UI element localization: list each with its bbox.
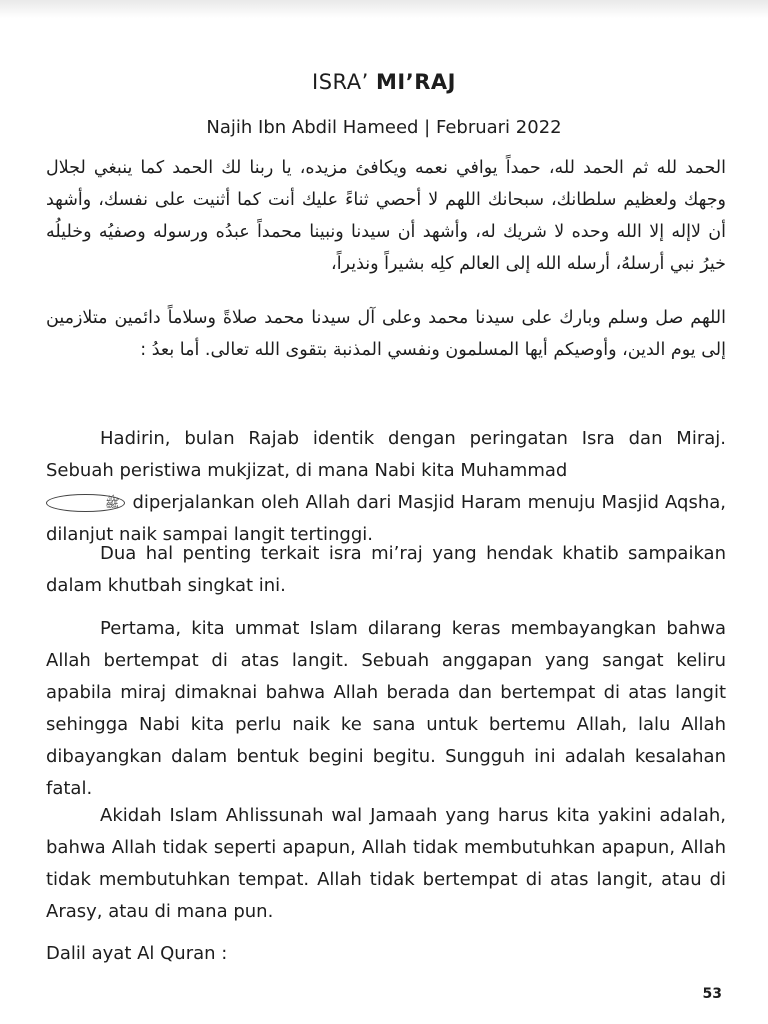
title-part-1: ISRA’ [312,70,377,94]
salallahu-alaihi-wasallam-icon: ﷺ [46,494,125,512]
title-part-2: MI’RAJ [376,70,456,94]
page-number: 53 [702,986,722,1002]
paragraph-1-text-a: Hadirin, bulan Rajab identik dengan peringatan Isra dan Miraj. Sebuah peristiwa mukjizat, di mana Nabi kita Muhammad [46,428,726,481]
paragraph-4: Akidah Islam Ahlissunah wal Jamaah yang harus kita yakini adalah, bahwa Allah tidak seperti apapun, Allah tidak membutuhkan apapun, Allah tidak membutuhkan tempat. Allah tidak bertempat di atas langit, atau di Arasy, atau di mana pun. [46,805,726,922]
page-top-edge [0,0,768,18]
paragraph-1 [46,423,726,551]
page-title [0,70,768,94]
arabic-opening-praise: الحمد لله ثم الحمد لله، حمداً يوافي نعمه ويكافئ مزيده، يا ربنا لك الحمد كما ينبغي لجلال وجهك ولعظيم سلطانك، سبحانك اللهم لا أحصي ثناءً عليك أنت كما أثنيت على نفسك، وأشهد أن لاإله إلا الله وحده لا شريك له، وأشهد أن سيدنا ونبينا محمداً عبدُه ورسوله وصفيُه وخليلُه خيرُ نبي أرسلهُ، أرسله الله إلى العالم كلِه بشيراً ونذيراً، [46,158,726,274]
arabic-salawat: اللهم صل وسلم وبارك على سيدنا محمد وعلى آل سيدنا محمد صلاةً وسلاماً دائمين متلازمين إلى يوم الدين، وأوصيكم أيها المسلمون ونفسي المذنبة بتقوى الله تعالى. أما بعدُ : [46,308,726,360]
paragraph-5-dalil-heading: Dalil ayat Al Quran : [46,943,228,964]
paragraph-1-text-b: diperjalankan oleh Allah dari Masjid Haram menuju Masjid Aqsha, dilanjut naik sampai langit tertinggi. [46,492,726,545]
paragraph-3: Pertama, kita ummat Islam dilarang keras membayangkan bahwa Allah bertempat di atas langit. Sebuah anggapan yang sangat keliru apabila miraj dimaknai bahwa Allah berada dan bertempat di atas langit sehingga Nabi kita perlu naik ke sana untuk bertemu Allah, lalu Allah dibayangkan dalam bentuk begini begitu. Sungguh ini adalah kesalahan fatal. [46,618,726,799]
author-date-line: Najih Ibn Abdil Hameed | Februari 2022 [206,117,562,138]
paragraph-2: Dua hal penting terkait isra mi’raj yang hendak khatib sampaikan dalam khutbah singkat ini. [46,543,726,596]
